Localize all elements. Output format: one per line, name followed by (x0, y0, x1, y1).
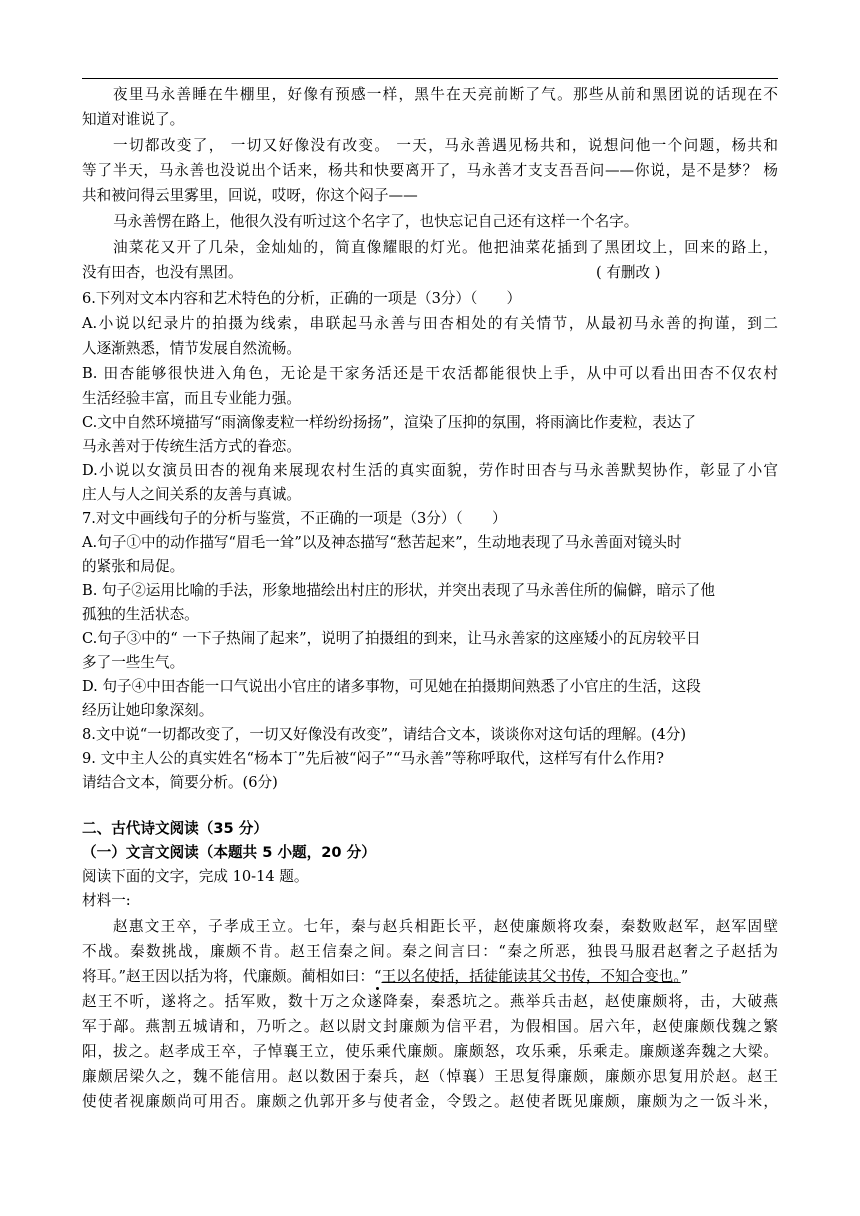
question-9-cont: 请结合文本，简要分析。(6分) (82, 774, 278, 791)
option-6b: B. 田杏能够很快进入角色，无论是干家务活还是干农活都能很快上手，从中可以看出田杏不仅农村 (82, 365, 778, 382)
option-6c: C.文中自然环境描写“雨滴像麦粒一样纷纷扬扬”，渲染了压抑的氛围，将雨滴比作麦粒，表达了 (82, 414, 696, 431)
material-label: 材料一: (82, 892, 131, 909)
option-7a-cont: 的紧张和局促。 (82, 558, 185, 575)
header-rule (82, 78, 778, 79)
underlined-sentence: 王以名使括，括徒能读其父书传，不知合变也。 (381, 968, 681, 985)
option-7c: C.句子③中的“ 一下子热闹了起来”，说明了拍摄组的到来，让马永善家的这座矮小的瓦房较平日 (82, 630, 701, 647)
edit-note: ( 有删改 ) (596, 264, 661, 281)
passage-line: 夜里马永善睡在牛棚里，好像有预感一样，黑牛在天亮前断了气。那些从前和黑团说的话现在不 (113, 86, 778, 103)
option-7d-cont: 经历让她印象深刻。 (82, 702, 214, 719)
subsection-title: （一）文言文阅读（本题共 5 小题，20 分） (82, 844, 376, 861)
instruction: 阅读下面的文字，完成 10-14 题。 (82, 868, 309, 885)
classical-text-line (82, 966, 782, 988)
option-7a: A.句子①中的动作描写“眉毛一耸”以及神态描写“愁苦起来”，生动地表现了马永善面对镜头时 (82, 534, 682, 551)
question-7-stem: 7.对文中画线句子的分析与鉴赏，不正确的一项是（3分）（ ） (82, 510, 507, 527)
option-7b-cont: 孤独的生活状态。 (82, 606, 199, 623)
section-title: 二、古代诗文阅读（35 分） (82, 820, 268, 837)
option-6d-cont: 庄人与人之间关系的友善与真诚。 (82, 486, 301, 503)
classical-text-line: 阳，拔之。赵孝成王卒，子悼襄王立，使乐乘代廉颇。廉颇怒，攻乐乘，乐乘走。廉颇遂奔魏之大梁。 (82, 1043, 778, 1060)
passage-line: 没有田杏，也没有黑团。 (82, 264, 243, 281)
option-7d: D. 句子④中田杏能一口气说出小官庄的诸多事物，可见她在拍摄期间熟悉了小官庄的生活，这段 (82, 678, 701, 695)
classical-text-line: 使使者视廉颇尚可用否。廉颇之仇郭开多与使者金，令毁之。赵使者既见廉颇，廉颇为之一饭斗米， (82, 1093, 778, 1110)
classical-text-segment: 将耳。”赵王因以括为将，代廉颇。蔺相如曰： (82, 968, 375, 985)
question-9: 9. 文中主人公的真实姓名“杨本丁”先后被“闷子”“马永善”等称呼取代，这样写有什么作用? (82, 750, 664, 767)
passage-line: 等了半天，马永善也没说出个话来，杨共和快要离开了，马永善才支支吾吾问——你说，是不是梦？ 杨 (82, 162, 778, 179)
quote-close-mark: ” (680, 968, 689, 985)
classical-text-line: 不战。秦数挑战，廉颇不肯。赵王信秦之间。秦之间言曰：“秦之所恶，独畏马服君赵奢之子赵括为 (82, 943, 778, 960)
option-7c-cont: 多了一些生气。 (82, 654, 185, 671)
classical-text-line: 廉颇居梁久之，魏不能信用。赵以数困于秦兵，赵（悼襄）王思复得廉颇，廉颇亦思复用於赵。赵王 (82, 1068, 778, 1085)
passage-line: 油菜花又开了几朵，金灿灿的，简直像耀眼的灯光。他把油菜花插到了黑团坟上，回来的路上， (113, 239, 778, 256)
passage-line: 知道对谁说了。 (82, 111, 185, 128)
quote-open-mark: “ (374, 968, 382, 985)
option-6c-cont: 马永善对于传统生活方式的眷恋。 (82, 438, 301, 455)
passage-line: 一切都改变了， 一切又好像没有改变。 一天，马永善遇见杨共和，说想问他一个问题，杨共和 (113, 137, 778, 154)
option-6a: A.小说以纪录片的拍摄为线索，串联起马永善与田杏相处的有关情节，从最初马永善的拘谨，到二 (82, 315, 778, 332)
passage-line: 共和被问得云里雾里，回说，哎呀，你这个闷子—— (82, 187, 418, 204)
option-7b: B. 句子②运用比喻的手法，形象地描绘出村庄的形状，并突出表现了马永善住所的偏僻，暗示了他 (82, 582, 715, 599)
question-8: 8.文中说“一切都改变了，一切又好像没有改变”，请结合文本，谈谈你对这句话的理解。(4分) (82, 726, 687, 743)
option-6a-cont: 人逐渐熟悉，情节发展自然流畅。 (82, 340, 301, 357)
classical-text-line: 赵王不听，遂将之。括军败，数十万之众遂降秦，秦悉坑之。燕举兵击赵，赵使廉颇将，击，大破燕 (82, 993, 778, 1010)
passage-line: 马永善愣在路上，他很久没有听过这个名字了，也快忘记自己还有这样一个名字。 (113, 213, 639, 230)
classical-text-line: 赵惠文王卒，子孝成王立。七年，秦与赵兵相距长平，赵使廉颇将攻秦，秦数败赵军，赵军固壁 (113, 918, 778, 935)
question-6-stem: 6.下列对文本内容和艺术特色的分析，正确的一项是（3分）（ ） (82, 290, 522, 307)
option-6b-cont: 生活经验丰富，而且专业能力强。 (82, 390, 301, 407)
option-6d: D.小说以女演员田杏的视角来展现农村生活的真实面貌，劳作时田杏与马永善默契协作，彰显了小官 (82, 462, 778, 479)
classical-text-line: 军于鄗。燕割五城请和，乃听之。赵以尉文封廉颇为信平君，为假相国。居六年，赵使廉颇伐魏之繁 (82, 1018, 778, 1035)
